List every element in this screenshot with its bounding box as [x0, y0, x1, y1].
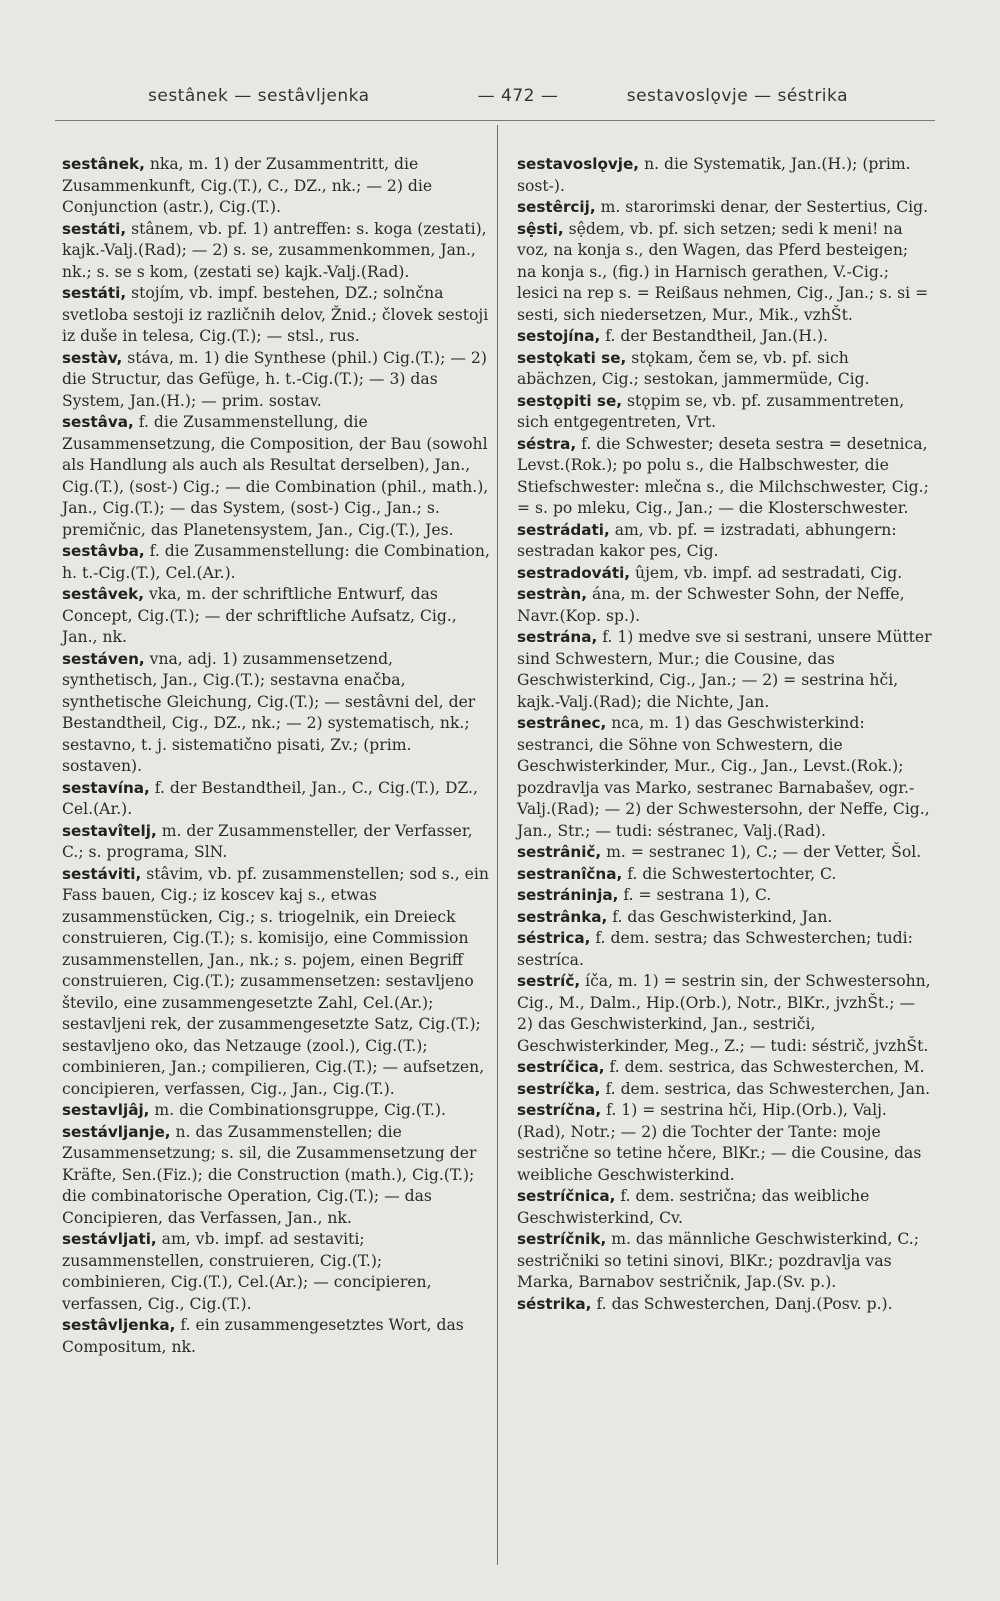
entry-definition: stojím, vb. impf. bestehen, DZ.; solnčna svetloba sestoji iz različnih delov, Žnid.; človek sestoji iz duše in telesa, Cig.(T.); — stsl., rus. [62, 284, 489, 345]
dictionary-entry [517, 627, 932, 713]
dictionary-entry [517, 864, 932, 886]
entry-headword: sestradováti, [517, 563, 631, 582]
dictionary-entry [62, 219, 490, 284]
entry-definition: m. die Combinationsgruppe, Cig.(T.). [154, 1101, 446, 1119]
entry-definition: ána, m. der Schwester Sohn, der Neffe, Navr.(Kop. sp.). [517, 585, 905, 625]
dictionary-entry [62, 412, 490, 541]
entry-headword: sestavoslǫvje, [517, 155, 640, 173]
entry-definition: f. = sestrana 1), C. [623, 886, 772, 904]
entry-definition: n. das Zusammenstellen; die Zusammensetzung; s. sil, die Zusammensetzung der Kräfte, Sen.(Fiz.); die Construction (math.), Cig.(T.); die combinatorische Operation, Cig.(T.); — das Concipieren, das Verfassen, Jan., nk. [62, 1122, 477, 1227]
dictionary-entry [62, 649, 490, 778]
entry-definition: ûjem, vb. impf. ad sestradati, Cig. [635, 563, 903, 582]
entry-headword: sestavína, [62, 778, 150, 797]
dictionary-entry [517, 1100, 932, 1186]
entry-headword: sestavîtelj, [62, 821, 157, 840]
dictionary-entry [517, 197, 932, 219]
entry-definition: f. die Schwester; deseta sestra = desetnica, Levst.(Rok.); po polu s., die Halbschwester, die Stiefschwester: mlečna s., die Milchschwester, Cig.; = s. po mleku, Cig., Jan.; — die Klosterschwester. [517, 434, 929, 517]
entry-definition: f. das Geschwisterkind, Jan. [612, 907, 833, 926]
entry-headword: sestâvba, [62, 542, 145, 560]
entry-headword: sestrânka, [517, 907, 608, 926]
header-right-guide-words: sestavoslǫvje — séstrika [626, 86, 848, 106]
entry-definition: am, vb. pf. = izstradati, abhungern: sestradan kakor pes, Cig. [517, 520, 897, 560]
entry-definition: f. dem. sestra; das Schwesterchen; tudi: sestríca. [517, 929, 913, 969]
entry-headword: sestranîčna, [517, 864, 623, 883]
dictionary-entry [62, 778, 490, 821]
entry-definition: m. starorimski denar, der Sestertius, Cig. [600, 198, 929, 216]
dictionary-entry [517, 971, 932, 1057]
entry-headword: sestêrcij, [517, 198, 596, 216]
dictionary-entry [517, 391, 932, 434]
entry-headword: sestríčna, [517, 1101, 602, 1119]
dictionary-entry [517, 928, 932, 971]
dictionary-entry [517, 1229, 932, 1294]
entry-headword: sestâvljenka, [62, 1316, 176, 1334]
entry-definition: f. 1) = sestrina hči, Hip.(Orb.), Valj.(Rad), Notr.; — 2) die Tochter der Tante: moje sestrične so tetine hčere, BlKr.; — die Cousine, das weibliche Geschwisterkind. [517, 1101, 922, 1184]
entry-definition: f. die Schwestertochter, C. [627, 864, 837, 883]
entry-headword: séstrica, [517, 929, 591, 947]
entry-definition: am, vb. impf. ad sestaviti; zusammenstellen, construieren, Cig.(T.); combinieren, Cig.(T.), Cel.(Ar.); — concipieren, verfassen, Cig., Cig.(T.). [62, 1230, 432, 1313]
entry-headword: sestâva, [62, 413, 134, 431]
dictionary-entry [62, 283, 490, 348]
entry-definition: íča, m. 1) = sestrin sin, der Schwestersohn, Cig., M., Dalm., Hip.(Orb.), Notr., BlKr., jvzhŠt.; — 2) das Geschwisterkind, Jan., sestriči, Geschwisterkinder, Meg., Z.; — tudi: séstrič, jvzhŠt. [517, 972, 931, 1055]
entry-headword: sestáven, [62, 649, 145, 668]
entry-definition: sệdem, vb. pf. sich setzen; sedi k meni! na voz, na konja s., den Wagen, das Pferd besteigen; na konja s., (fig.) in Harnisch gerathen, V.-Cig.; lesici na rep s. = Reißaus nehmen, Cig., Jan.; s. si = sesti, sich niedersetzen, Mur., Mik., vzhŠt. [517, 219, 929, 324]
entry-headword: sestríčka, [517, 1079, 601, 1098]
entry-definition: nka, m. 1) der Zusammentritt, die Zusammenkunft, Cig.(T.), C., DZ., nk.; — 2) die Conjunction (astr.), Cig.(T.). [62, 155, 433, 216]
entry-headword: sestǫpiti se, [517, 391, 623, 410]
dictionary-entry [62, 584, 490, 649]
dictionary-entry [517, 584, 932, 627]
dictionary-entry [517, 713, 932, 842]
entry-headword: sestǫkati se, [517, 348, 627, 367]
entry-definition: nca, m. 1) das Geschwisterkind: sestranci, die Söhne von Schwestern, die Geschwisterkinder, Mur., Cig., Jan., Levst.(Rok.); pozdravlja vas Marko, sestranec Barnabašev, ogr.-Valj.(Rad); — 2) der Schwestersohn, der Neffe, Cig., Jan., Str.; — tudi: séstranec, Valj.(Rad). [517, 714, 930, 840]
entry-headword: sestrânič, [517, 843, 602, 861]
dictionary-entry [517, 219, 932, 327]
dictionary-entry [62, 1122, 490, 1230]
entry-definition: m. = sestranec 1), C.; — der Vetter, Šol. [606, 843, 922, 861]
dictionary-entry [517, 154, 932, 197]
entry-definition: f. der Bestandtheil, Jan., C., Cig.(T.), DZ., Cel.(Ar.). [62, 778, 478, 818]
entry-headword: sestrádati, [517, 520, 610, 539]
column-divider [497, 125, 498, 1565]
entry-definition: f. das Schwesterchen, Danj.(Posv. p.). [596, 1294, 893, 1313]
entry-definition: f. der Bestandtheil, Jan.(H.). [605, 327, 828, 345]
dictionary-entry [517, 434, 932, 520]
entry-headword: sestrána, [517, 628, 598, 646]
dictionary-entry [517, 326, 932, 348]
dictionary-entry [62, 864, 490, 1101]
dictionary-entry [62, 1100, 490, 1122]
entry-headword: sestáti, [62, 219, 127, 238]
right-column [517, 154, 932, 1315]
entry-headword: sestríčica, [517, 1058, 605, 1076]
dictionary-entry [62, 154, 490, 219]
entry-headword: sệsti, [517, 219, 564, 238]
entry-headword: sestojína, [517, 327, 601, 345]
entry-definition: f. die Zusammenstellung: die Combination, h. t.-Cig.(T.), Cel.(Ar.). [62, 542, 490, 582]
dictionary-entry [517, 842, 932, 864]
entry-definition: f. dem. sestrična; das weibliche Geschwisterkind, Cv. [517, 1187, 870, 1227]
entry-headword: sestràn, [517, 585, 587, 603]
entry-headword: sestávljati, [62, 1230, 157, 1248]
header-rule [55, 120, 935, 121]
entry-headword: sestrânec, [517, 714, 607, 732]
entry-definition: f. die Zusammenstellung, die Zusammensetzung, die Composition, der Bau (sowohl als Handlung als auch als Resultat derselben), Jan., Cig.(T.), (sost-) Cig.; — die Combination (phil., math.), Jan., Cig.(T.); — das System, (sost-) Cig., Jan.; s. premičnic, das Planetensystem, Jan., Cig.(T.), Jes. [62, 413, 489, 539]
dictionary-entry [62, 1229, 490, 1315]
dictionary-entry [517, 1079, 932, 1101]
entry-headword: sestávljanje, [62, 1122, 171, 1141]
entry-definition: stâvim, vb. pf. zusammenstellen; sod s., ein Fass bauen, Cig.; iz koscev kaj s., etwas zusammenstücken, Cig.; s. triogelnik, ein Dreieck construieren, Cig.(T.); s. komisijo, eine Commission zusammenstellen, Jan., nk.; s. pojem, einen Begriff construieren, Cig.(T.); zusammensetzen: sestavljeno število, eine zusammengesetzte Zahl, Cel.(Ar.); sestavljeni rek, der zusammengesetzte Satz, Cig.(T.); sestavljeno oko, das Netzauge (zool.), Cig.(T.); combinieren, Jan.; compilieren, Cig.(T.); — aufsetzen, concipieren, verfassen, Cig., Jan., Cig.(T.). [62, 864, 489, 1098]
dictionary-entry [62, 541, 490, 584]
entry-headword: sestríčnik, [517, 1230, 607, 1248]
entry-headword: sestráninja, [517, 886, 619, 904]
entry-headword: séstra, [517, 434, 577, 453]
entry-headword: sestríčnica, [517, 1187, 616, 1205]
entry-headword: sestâvek, [62, 585, 144, 603]
dictionary-entry [517, 348, 932, 391]
header-left-guide-words: sestânek — sestâvljenka [148, 86, 370, 106]
entry-definition: stânem, vb. pf. 1) antreffen: s. koga (zestati), kajk.-Valj.(Rad); — 2) s. se, zusammenkommen, Jan., nk.; s. se s kom, (zestati se) kajk.-Valj.(Rad). [62, 219, 487, 281]
entry-headword: sestríč, [517, 972, 581, 990]
entry-definition: stǫkam, čem se, vb. pf. sich abächzen, Cig.; sestokan, jammermüde, Cig. [517, 348, 870, 388]
dictionary-entry [517, 1186, 932, 1229]
entry-definition: f. dem. sestrica, das Schwesterchen, Jan. [605, 1079, 931, 1098]
dictionary-entry [517, 885, 932, 907]
entry-definition: m. das männliche Geschwisterkind, C.; sestričniki so tetini sinovi, BlKr.; pozdravlja vas Marka, Barnabov sestričnik, Jap.(Sv. p.). [517, 1230, 919, 1291]
page-number: — 472 — [477, 86, 559, 106]
entry-headword: séstrika, [517, 1294, 592, 1313]
entry-definition: vka, m. der schriftliche Entwurf, das Concept, Cig.(T.); — der schriftliche Aufsatz, Cig., Jan., nk. [62, 585, 457, 646]
entry-headword: sestáviti, [62, 864, 142, 883]
entry-headword: sestàv, [62, 348, 123, 367]
entry-definition: f. dem. sestrica, das Schwesterchen, M. [609, 1058, 925, 1076]
entry-definition: stǫpim se, vb. pf. zusammentreten, sich entgegentreten, Vrt. [517, 391, 905, 431]
entry-definition: vna, adj. 1) zusammensetzend, synthetisch, Jan., Cig.(T.); sestavna enačba, synthetische Gleichung, Cig.(T.); — sestâvni del, der Bestandtheil, Cig., DZ., nk.; — 2) systematisch, nk.; sestavno, t. j. sistematično pisati, Zv.; (prim. sostaven). [62, 649, 476, 775]
dictionary-entry [517, 1294, 932, 1316]
entry-headword: sestáti, [62, 284, 127, 302]
entry-definition: f. ein zusammengesetztes Wort, das Compositum, nk. [62, 1316, 464, 1356]
dictionary-entry [62, 348, 490, 413]
dictionary-entry [62, 821, 490, 864]
entry-headword: sestavljâj, [62, 1101, 150, 1119]
dictionary-entry [517, 520, 932, 563]
entry-definition: n. die Systematik, Jan.(H.); (prim. sost-). [517, 155, 911, 195]
dictionary-entry [62, 1315, 490, 1358]
entry-definition: f. 1) medve sve si sestrani, unsere Mütter sind Schwestern, Mur.; die Cousine, das Geschwisterkind, Cig., Jan.; — 2) = sestrina hči, kajk.-Valj.(Rad); die Nichte, Jan. [517, 628, 932, 711]
dictionary-entry [517, 563, 932, 585]
left-column [62, 154, 490, 1358]
entry-definition: m. der Zusammensteller, der Verfasser, C.; s. programa, SlN. [62, 821, 473, 861]
dictionary-entry [517, 1057, 932, 1079]
entry-definition: stáva, m. 1) die Synthese (phil.) Cig.(T.); — 2) die Structur, das Gefüge, h. t.-Cig.(T.); — 3) das System, Jan.(H.); — prim. sostav. [62, 348, 487, 410]
dictionary-entry [517, 907, 932, 929]
page-header [148, 86, 848, 116]
entry-headword: sestânek, [62, 155, 145, 173]
